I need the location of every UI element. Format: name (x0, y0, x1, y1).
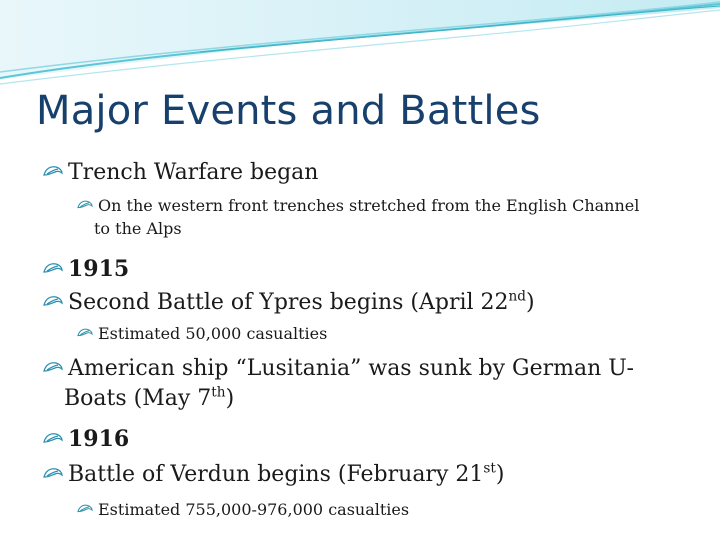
bullet-text: to the Alps (94, 219, 182, 238)
scroll-bullet-icon (76, 195, 94, 214)
bullet-text: Battle of Verdun begins (February 21 (68, 462, 484, 487)
bullet-text: Trench Warfare began (68, 160, 319, 185)
bullet-text-end: ) (495, 462, 505, 487)
bullet-text: On the western front trenches stretched from the English Channel (98, 196, 640, 215)
sub-bullet-western-front-cont (94, 219, 182, 238)
bullet-text-end: ) (225, 386, 235, 411)
bullet-text: 1916 (68, 426, 130, 452)
bullet-text: Boats (May 7 (64, 386, 212, 411)
bullet-trench-warfare (42, 160, 318, 186)
sub-bullet-western-front (76, 196, 639, 216)
bullet-text-end: ) (526, 290, 535, 315)
ordinal-suffix: th (211, 384, 226, 401)
ordinal-suffix: nd (508, 288, 527, 305)
bullet-year-1916 (42, 426, 129, 453)
bullet-ypres (42, 290, 535, 316)
bullet-text: 1915 (68, 256, 130, 282)
scroll-bullet-icon (42, 255, 64, 281)
scroll-bullet-icon (76, 499, 94, 518)
scroll-bullet-icon (42, 289, 64, 314)
bullet-text: Estimated 755,000-976,000 casualties (98, 500, 410, 519)
bullet-lusitania-cont (64, 386, 234, 411)
bullet-verdun (42, 462, 504, 488)
ordinal-suffix: st (483, 460, 496, 477)
scroll-bullet-icon (42, 355, 64, 380)
bullet-text: Estimated 50,000 casualties (98, 324, 328, 343)
scroll-bullet-icon (76, 323, 94, 342)
scroll-bullet-icon (42, 159, 64, 184)
scroll-bullet-icon (42, 461, 64, 486)
bullet-lusitania (42, 356, 634, 382)
slide-title: Major Events and Battles (36, 88, 541, 134)
scroll-bullet-icon (42, 425, 64, 451)
sub-bullet-verdun-casualties (76, 500, 409, 520)
bullet-year-1915 (42, 256, 129, 283)
bullet-text: Second Battle of Ypres begins (April 22 (68, 290, 509, 315)
sub-bullet-ypres-casualties (76, 324, 327, 344)
bullet-text: American ship “Lusitania” was sunk by German U- (68, 356, 634, 381)
